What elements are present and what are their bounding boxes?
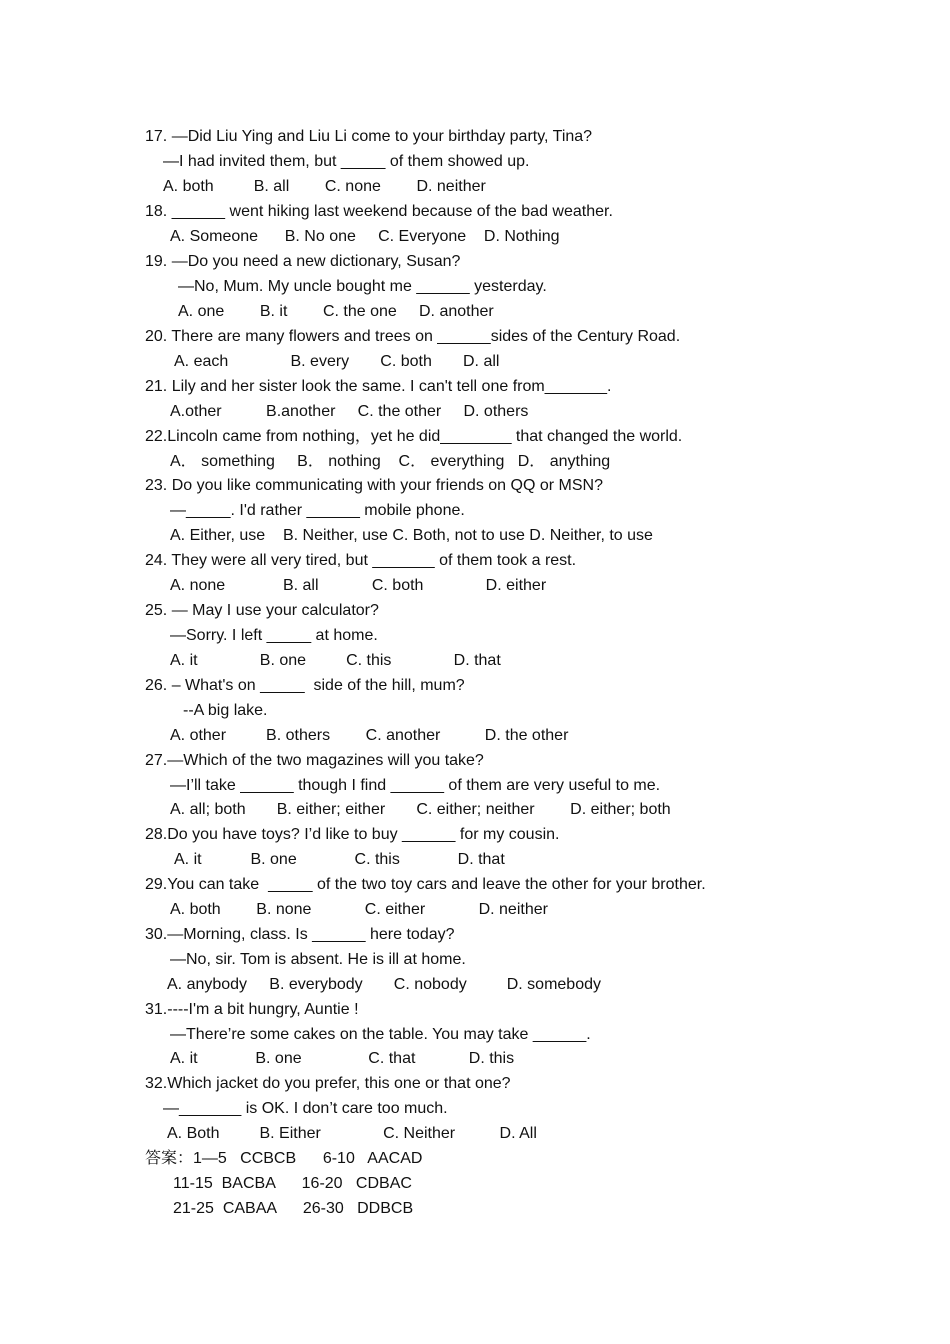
question-22-options: A． something B． nothing C． everything D． anything xyxy=(170,453,611,470)
question-18-options: A. Someone B. No one C. Everyone D. Nothing xyxy=(170,228,560,245)
question-27: 27.—Which of the two magazines will you take? xyxy=(145,752,484,769)
question-31: 31.----I'm a bit hungry, Auntie ! xyxy=(145,1001,359,1018)
question-27-dialog: —I’ll take ______ though I find ______ of them are very useful to me. xyxy=(170,777,661,794)
question-21: 21. Lily and her sister look the same. I can't tell one from_______. xyxy=(145,378,612,395)
answer-key-line-1: 答案：1—5 CCBCB 6-10 AACAD xyxy=(145,1150,423,1167)
question-18: 18. ______ went hiking last weekend because of the bad weather. xyxy=(145,203,613,220)
question-25-options: A. it B. one C. this D. that xyxy=(170,652,501,669)
question-23-dialog: —_____. I'd rather ______ mobile phone. xyxy=(170,502,465,519)
question-17-dialog: —I had invited them, but _____ of them showed up. xyxy=(163,153,530,170)
question-32-dialog: —_______ is OK. I don’t care too much. xyxy=(163,1100,448,1117)
question-19-dialog: —No, Mum. My uncle bought me ______ yesterday. xyxy=(178,278,547,295)
answer-key-line-3: 21-25 CABAA 26-30 DDBCB xyxy=(173,1200,414,1217)
question-30-dialog: —No, sir. Tom is absent. He is ill at home. xyxy=(170,951,466,968)
question-24: 24. They were all very tired, but _______ of them took a rest. xyxy=(145,552,577,569)
question-26-options: A. other B. others C. another D. the other xyxy=(170,727,569,744)
question-27-options: A. all; both B. either; either C. either; neither D. either; both xyxy=(170,801,671,818)
question-32: 32.Which jacket do you prefer, this one or that one? xyxy=(145,1075,511,1092)
question-20-options: A. each B. every C. both D. all xyxy=(174,353,500,370)
question-30: 30.—Morning, class. Is ______ here today? xyxy=(145,926,455,943)
question-19-options: A. one B. it C. the one D. another xyxy=(178,303,494,320)
question-22: 22.Lincoln came from nothing，yet he did________ that changed the world. xyxy=(145,428,683,445)
question-21-options: A.other B.another C. the other D. others xyxy=(170,403,529,420)
question-28: 28.Do you have toys? I’d like to buy ______ for my cousin. xyxy=(145,826,560,843)
question-19: 19. —Do you need a new dictionary, Susan? xyxy=(145,253,461,270)
question-25: 25. — May I use your calculator? xyxy=(145,602,379,619)
question-29: 29.You can take _____ of the two toy cars and leave the other for your brother. xyxy=(145,876,706,893)
question-28-options: A. it B. one C. this D. that xyxy=(174,851,505,868)
question-25-dialog: —Sorry. I left _____ at home. xyxy=(170,627,378,644)
question-17: 17. —Did Liu Ying and Liu Li come to your birthday party, Tina? xyxy=(145,128,593,145)
question-26-dialog: --A big lake. xyxy=(183,702,268,719)
question-26: 26. – What's on _____ side of the hill, mum? xyxy=(145,677,465,694)
question-24-options: A. none B. all C. both D. either xyxy=(170,577,547,594)
question-31-options: A. it B. one C. that D. this xyxy=(170,1050,515,1067)
question-20: 20. There are many flowers and trees on ______sides of the Century Road. xyxy=(145,328,681,345)
question-17-options: A. both B. all C. none D. neither xyxy=(163,178,486,195)
question-23: 23. Do you like communicating with your friends on QQ or MSN? xyxy=(145,477,603,494)
question-23-options: A. Either, use B. Neither, use C. Both, not to use D. Neither, to use xyxy=(170,527,653,544)
question-32-options: A. Both B. Either C. Neither D. All xyxy=(167,1125,537,1142)
question-31-dialog: —There’re some cakes on the table. You may take ______. xyxy=(170,1026,591,1043)
question-29-options: A. both B. none C. either D. neither xyxy=(170,901,548,918)
answer-key-line-2: 11-15 BACBA 16-20 CDBAC xyxy=(173,1175,412,1192)
question-30-options: A. anybody B. everybody C. nobody D. somebody xyxy=(167,976,601,993)
